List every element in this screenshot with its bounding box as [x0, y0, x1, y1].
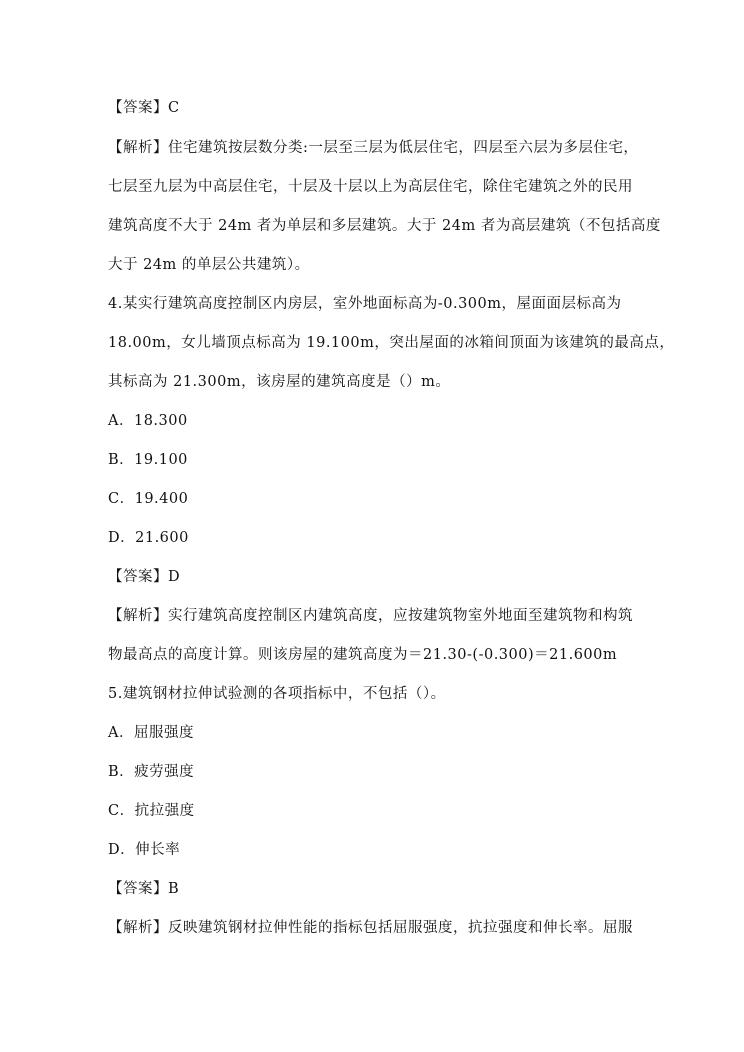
option-line: B．19.100	[108, 452, 188, 468]
analysis-line: 物最高点的高度计算。则该房屋的建筑高度为＝21.30-(-0.300)＝21.600m	[108, 647, 618, 663]
option-line: B．疲劳强度	[108, 764, 195, 780]
option-line: D．21.600	[108, 530, 189, 546]
answer-line: 【答案】B	[108, 881, 180, 897]
question-line: 4.某实行建筑高度控制区内房层，室外地面标高为-0.300m，屋面面层标高为	[108, 296, 622, 312]
answer-line: 【答案】C	[108, 100, 180, 116]
analysis-line: 【解析】反映建筑钢材拉伸性能的指标包括屈服强度，抗拉强度和伸长率。屈服	[108, 920, 633, 936]
analysis-line: 【解析】实行建筑高度控制区内建筑高度，应按建筑物室外地面至建筑物和构筑	[108, 608, 633, 624]
answer-line: 【答案】D	[108, 569, 181, 585]
analysis-line: 【解析】住宅建筑按层数分类:一层至三层为低层住宅，四层至六层为多层住宅，	[108, 140, 639, 156]
question-line: 其标高为 21.300m，该房屋的建筑高度是（）m。	[108, 374, 451, 390]
option-line: C．19.400	[108, 491, 189, 507]
analysis-line: 大于 24m 的单层公共建筑）。	[108, 257, 310, 273]
analysis-line: 建筑高度不大于 24m 者为单层和多层建筑。大于 24m 者为高层建筑（不包括高度	[108, 218, 661, 234]
option-line: A．18.300	[108, 413, 188, 429]
option-line: A．屈服强度	[108, 725, 194, 741]
analysis-line: 七层至九层为中高层住宅，十层及十层以上为高层住宅，除住宅建筑之外的民用	[108, 179, 633, 195]
question-line: 18.00m，女儿墙顶点标高为 19.100m，突出屋面的冰箱间顶面为该建筑的最高点，	[108, 335, 675, 351]
option-line: C．抗拉强度	[108, 803, 195, 819]
question-line: 5.建筑钢材拉伸试验测的各项指标中，不包括（）。	[108, 686, 446, 702]
option-line: D．伸长率	[108, 842, 181, 858]
